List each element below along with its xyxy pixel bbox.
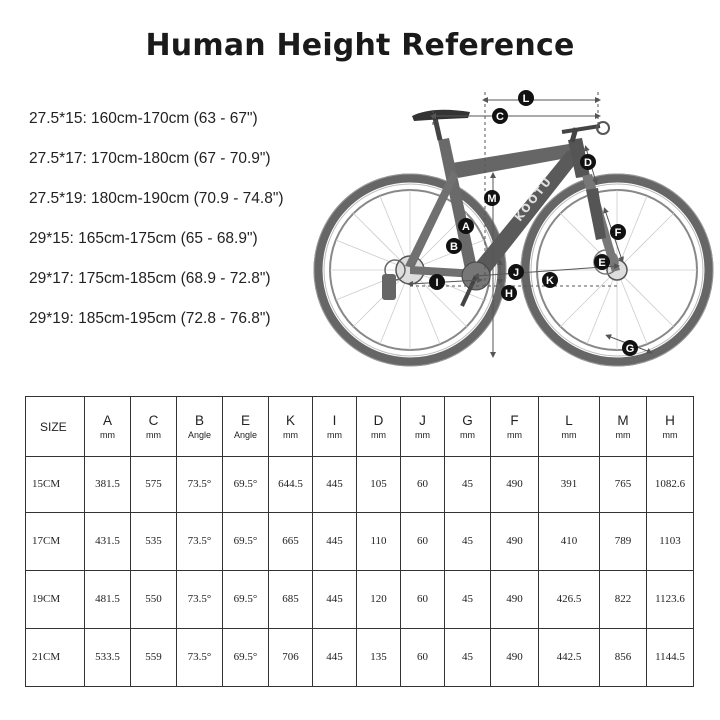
value-cell: 60 <box>401 457 445 513</box>
column-header: C mm <box>131 397 177 457</box>
value-cell: 706 <box>269 628 313 686</box>
geometry-table <box>25 396 694 687</box>
table-row <box>26 512 694 570</box>
value-cell: 60 <box>401 628 445 686</box>
marker-c <box>492 108 508 124</box>
value-cell: 481.5 <box>85 570 131 628</box>
svg-text:B: B <box>450 241 458 253</box>
value-cell: 73.5° <box>177 628 223 686</box>
value-cell: 69.5° <box>223 628 269 686</box>
marker-d <box>580 154 596 170</box>
svg-text:D: D <box>584 157 592 169</box>
value-cell: 445 <box>313 457 357 513</box>
value-cell: 445 <box>313 570 357 628</box>
column-header: K mm <box>269 397 313 457</box>
value-cell: 45 <box>445 512 491 570</box>
saddle <box>412 110 470 140</box>
value-cell: 445 <box>313 512 357 570</box>
value-cell: 822 <box>600 570 647 628</box>
value-cell: 1082.6 <box>647 457 694 513</box>
height-reference-item: 29*19: 185cm-195cm (72.8 - 76.8") <box>29 310 271 327</box>
value-cell: 445 <box>313 628 357 686</box>
dimension-lines <box>410 92 650 355</box>
value-cell: 431.5 <box>85 512 131 570</box>
value-cell: 410 <box>539 512 600 570</box>
value-cell: 73.5° <box>177 512 223 570</box>
value-cell: 45 <box>445 457 491 513</box>
value-cell: 60 <box>401 512 445 570</box>
value-cell: 69.5° <box>223 570 269 628</box>
value-cell: 550 <box>131 570 177 628</box>
value-cell: 559 <box>131 628 177 686</box>
marker-l <box>518 90 534 106</box>
value-cell: 644.5 <box>269 457 313 513</box>
column-header: B Angle <box>177 397 223 457</box>
table-row <box>26 628 694 686</box>
column-header: D mm <box>357 397 401 457</box>
marker-g <box>622 340 638 356</box>
size-cell: 17CM <box>26 512 85 570</box>
value-cell: 60 <box>401 570 445 628</box>
height-reference-item: 29*15: 165cm-175cm (65 - 68.9") <box>29 230 258 247</box>
column-header: E Angle <box>223 397 269 457</box>
column-header: A mm <box>85 397 131 457</box>
svg-text:K: K <box>546 275 554 287</box>
value-cell: 490 <box>491 457 539 513</box>
table-header-row <box>26 397 694 457</box>
marker-m <box>484 190 500 206</box>
marker-j <box>508 264 524 280</box>
value-cell: 1144.5 <box>647 628 694 686</box>
frame-brand-text: KOOTU <box>512 173 556 224</box>
svg-text:E: E <box>598 257 606 269</box>
value-cell: 73.5° <box>177 570 223 628</box>
svg-text:J: J <box>512 267 520 279</box>
value-cell: 45 <box>445 628 491 686</box>
column-header: H mm <box>647 397 694 457</box>
column-header: M mm <box>600 397 647 457</box>
value-cell: 490 <box>491 512 539 570</box>
value-cell: 575 <box>131 457 177 513</box>
value-cell: 1103 <box>647 512 694 570</box>
size-cell: 15CM <box>26 457 85 513</box>
size-column-header: SIZE <box>26 397 85 457</box>
height-reference-item: 27.5*17: 170cm-180cm (67 - 70.9") <box>29 150 271 167</box>
value-cell: 120 <box>357 570 401 628</box>
marker-k <box>542 272 558 288</box>
value-cell: 69.5° <box>223 512 269 570</box>
value-cell: 490 <box>491 628 539 686</box>
marker-e <box>594 254 610 270</box>
column-header: F mm <box>491 397 539 457</box>
svg-text:L: L <box>522 93 530 105</box>
height-reference-item: 27.5*19: 180cm-190cm (70.9 - 74.8") <box>29 190 284 207</box>
height-reference-item: 29*17: 175cm-185cm (68.9 - 72.8") <box>29 270 271 287</box>
value-cell: 533.5 <box>85 628 131 686</box>
value-cell: 442.5 <box>539 628 600 686</box>
value-cell: 110 <box>357 512 401 570</box>
column-header: I mm <box>313 397 357 457</box>
marker-b <box>446 238 462 254</box>
svg-text:G: G <box>625 343 635 355</box>
svg-text:F: F <box>614 227 622 239</box>
height-reference-item: 27.5*15: 160cm-170cm (63 - 67") <box>29 110 258 127</box>
svg-text:H: H <box>505 288 513 300</box>
value-cell: 685 <box>269 570 313 628</box>
marker-f <box>610 224 626 240</box>
marker-h <box>501 285 517 301</box>
svg-text:I: I <box>435 277 439 289</box>
value-cell: 69.5° <box>223 457 269 513</box>
value-cell: 381.5 <box>85 457 131 513</box>
column-header: L mm <box>539 397 600 457</box>
column-header: G mm <box>445 397 491 457</box>
marker-a <box>458 218 474 234</box>
value-cell: 45 <box>445 570 491 628</box>
value-cell: 856 <box>600 628 647 686</box>
svg-text:C: C <box>496 111 504 123</box>
value-cell: 490 <box>491 570 539 628</box>
marker-i <box>429 274 445 290</box>
value-cell: 73.5° <box>177 457 223 513</box>
table-row <box>26 570 694 628</box>
value-cell: 665 <box>269 512 313 570</box>
svg-text:M: M <box>487 193 497 205</box>
value-cell: 105 <box>357 457 401 513</box>
value-cell: 1123.6 <box>647 570 694 628</box>
size-cell: 19CM <box>26 570 85 628</box>
size-cell: 21CM <box>26 628 85 686</box>
value-cell: 426.5 <box>539 570 600 628</box>
svg-text:A: A <box>462 221 470 233</box>
column-header: J mm <box>401 397 445 457</box>
value-cell: 765 <box>600 457 647 513</box>
value-cell: 789 <box>600 512 647 570</box>
page-title: Human Height Reference <box>145 28 575 63</box>
handlebar <box>562 122 609 142</box>
table-row <box>26 457 694 513</box>
bike-geometry-diagram <box>300 80 720 370</box>
value-cell: 135 <box>357 628 401 686</box>
value-cell: 535 <box>131 512 177 570</box>
value-cell: 391 <box>539 457 600 513</box>
